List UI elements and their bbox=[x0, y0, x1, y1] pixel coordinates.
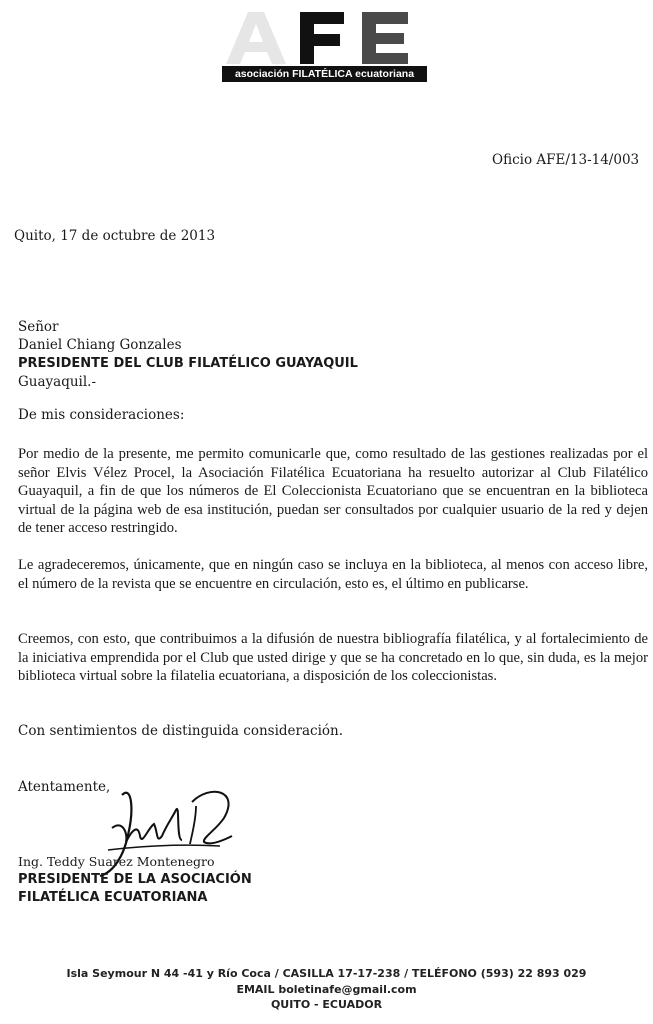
signatory-title-line2: FILATÉLICA ECUATORIANA bbox=[18, 890, 208, 905]
recipient-title: PRESIDENTE DEL CLUB FILATÉLICO GUAYAQUIL bbox=[18, 356, 358, 371]
greeting: De mis consideraciones: bbox=[18, 407, 185, 423]
signatory-title-line1: PRESIDENTE DE LA ASOCIACIÓN bbox=[18, 872, 252, 887]
footer-address: Isla Seymour N 44 -41 y Río Coca / CASILLA 17-17-238 / TELÉFONO (593) 22 893 029 bbox=[66, 967, 587, 980]
recipient-name: Daniel Chiang Gonzales bbox=[18, 337, 182, 353]
afe-logo-icon bbox=[222, 6, 427, 68]
recipient-salutation: Señor bbox=[18, 319, 59, 335]
body-paragraph: Por medio de la presente, me permito comunicarle que, como resultado de las gestiones realizadas por el señor Elvis Vélez Procel, la Asociación Filatélica Ecuatoriana ha resuelto autorizar al Club Filatélico Guayaquil, a fin de que los números de El Coleccionista Ecuatoriano que se encuentran en la biblioteca virtual de la página web de esa institución, puedan ser consultados por cualquier usuario de la red y dejen de tener acceso restringido. bbox=[18, 446, 648, 536]
letterhead-logo bbox=[222, 6, 427, 78]
recipient-city: Guayaquil.- bbox=[18, 374, 97, 390]
footer-email: EMAIL boletinafe@gmail.com bbox=[236, 983, 417, 996]
reference-number: Oficio AFE/13-14/003 bbox=[492, 152, 640, 168]
signatory-name: Ing. Teddy Suarez Montenegro bbox=[18, 854, 215, 869]
date-line: Quito, 17 de octubre de 2013 bbox=[14, 228, 216, 244]
closing-formula: Con sentimientos de distinguida consideración. bbox=[18, 723, 344, 739]
sign-off: Atentamente, bbox=[18, 779, 111, 795]
footer-city: QUITO - ECUADOR bbox=[270, 998, 383, 1011]
letterhead-band: asociación FILATÉLICA ecuatoriana bbox=[222, 66, 427, 82]
body-paragraph: Creemos, con esto, que contribuimos a la difusión de nuestra bibliografía filatélica, y al fortalecimiento de la iniciativa emprendida por el Club que usted dirige y que se ha concretado en lo que, sin duda, es la mejor biblioteca virtual sobre la filatelia ecuatoriana, a disposición de los coleccionistas. bbox=[18, 631, 648, 684]
body-paragraph: Le agradeceremos, únicamente, que en ningún caso se incluya en la biblioteca, al menos con acceso libre, el número de la revista que se encuentre en circulación, esto es, el último en publicarse. bbox=[18, 557, 648, 592]
